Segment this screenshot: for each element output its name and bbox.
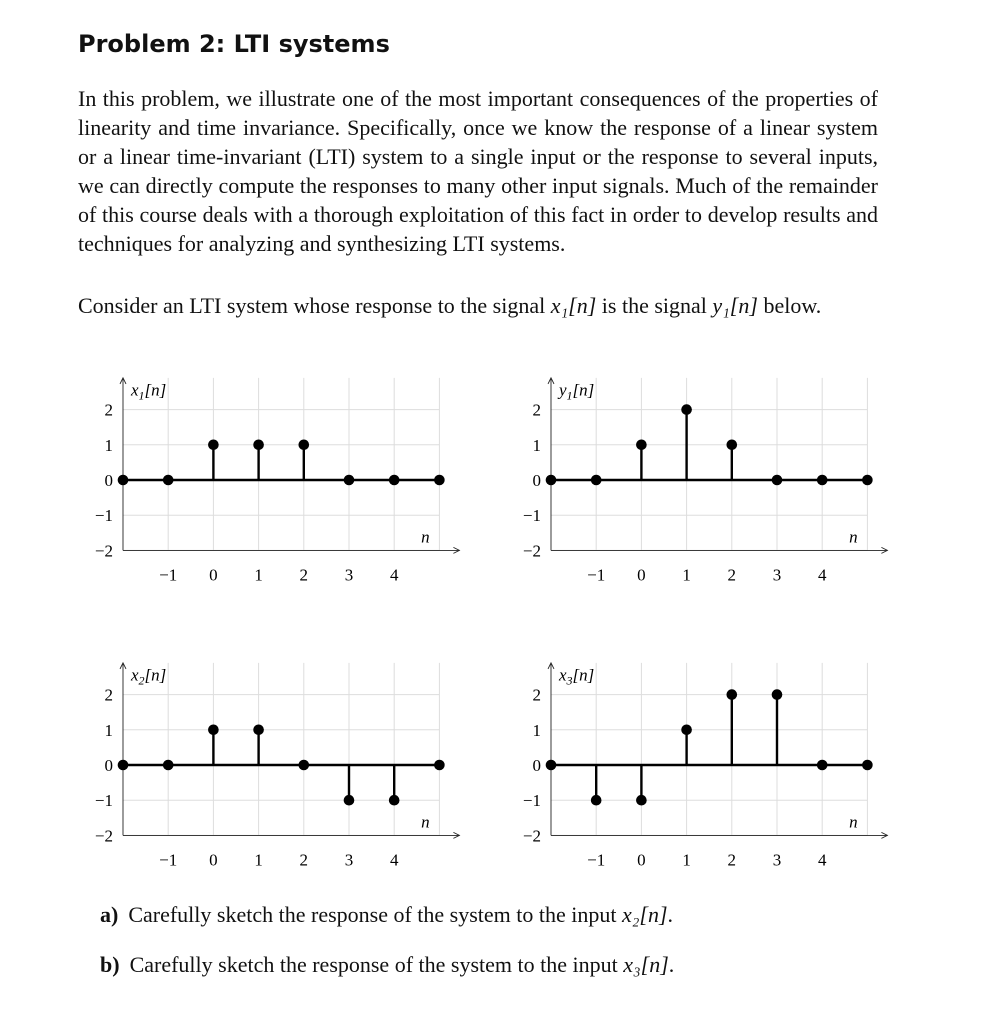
x3-stem-point [591,795,602,806]
y1-stem-point [546,475,557,486]
x2-y-tick-label: 0 [104,756,113,775]
x3-x-tick-label: 4 [817,850,827,870]
y1-x-tick-label: 3 [772,565,782,585]
signal-x1-ref: x₁[n] [550,293,597,318]
x1-x-tick-label: 4 [389,565,399,585]
x3-x-axis-label: n [849,812,858,832]
question-a-signal: x₂[n] [622,902,668,927]
consider-text-post: below. [757,293,822,318]
x1-y-tick-label: −1 [94,506,113,526]
y1-stem-point [862,475,873,486]
x2-stem-point [434,760,445,771]
y1-x-axis-label: n [849,527,858,547]
x1-x-tick-label: 3 [344,565,354,585]
x3-signal-label: $x_3[n]$ [559,665,595,688]
x3-y-tick-label: 0 [532,756,541,775]
x2-stem-point [118,760,129,771]
x2-x-axis-label: n [421,812,430,832]
y1-stem-point [591,475,602,486]
x1-stem-point [344,475,355,486]
y1-x-tick-label: 1 [682,565,691,585]
x3-stem-point [862,760,873,771]
x3-stem-point [546,760,557,771]
x3-stem-point [817,760,828,771]
x1-x-tick-label: −1 [159,565,178,585]
x3-y-tick-label: −2 [522,826,541,846]
signal-y1-ref: y₁[n] [712,293,758,318]
question-a-label: a) [100,902,119,927]
y1-x-tick-label: −1 [587,565,606,585]
x2-y-tick-label: −2 [94,826,113,846]
x1-y-tick-label: 2 [104,400,113,420]
x3-x-tick-label: 1 [682,850,691,870]
y1-stem-point [772,475,783,486]
x1-stem-point [163,475,174,486]
x1-stem-point [299,440,310,451]
question-a-end: . [667,902,674,927]
problem-title: Problem 2: LTI systems [78,30,390,58]
x1-stem-point [389,475,400,486]
x1-y-tick-label: 1 [104,435,113,455]
y1-x-tick-label: 4 [817,565,827,585]
question-b-text: Carefully sketch the response of the system to the input [129,952,624,977]
x2-x-tick-label: 0 [209,850,218,870]
x1-x-tick-label: 2 [299,565,309,585]
x3-stem-point [727,689,738,700]
y1-stem-point [817,475,828,486]
y1-y-tick-label: −2 [522,541,541,561]
x3-x-tick-label: 0 [637,850,646,870]
question-a-text: Carefully sketch the response of the system to the input [128,902,622,927]
x1-y-tick-label: 0 [104,471,113,490]
x2-y-tick-label: −1 [94,791,113,811]
question-a [100,902,673,928]
x2-x-tick-label: 1 [254,850,263,870]
y1-signal-label: $y_1[n]$ [559,380,595,403]
x2-y-tick-label: 1 [104,720,113,740]
question-b [100,952,674,978]
x2-stem-point [208,725,219,736]
x2-x-tick-label: 2 [299,850,309,870]
x2-stem-point [389,795,400,806]
y1-y-tick-label: 0 [532,471,541,490]
x3-y-tick-label: 2 [532,685,541,705]
x1-stem-point [118,475,129,486]
x1-x-axis-label: n [421,527,430,547]
x1-signal-label: $x_1[n]$ [131,380,167,403]
x2-stem-point [163,760,174,771]
y1-y-tick-label: −1 [522,506,541,526]
y1-y-tick-label: 2 [532,400,541,420]
intro-paragraph: In this problem, we illustrate one of the most important consequences of the properties of linearity and time invariance. Specifically, once we know the response of a linear system or a linear time-invariant (LTI) system to a single input or the response to several inputs, we can directly compute the responses to many other input signals. Much of the remainder of this course deals with a thorough exploitation of this fact in order to develop results and techniques for analyzing and synthesizing LTI systems. [78,86,878,256]
y1-stem-point [681,404,692,415]
x3-x-tick-label: 3 [772,850,782,870]
x2-stem-point [299,760,310,771]
x2-signal-label: $x_2[n]$ [131,665,167,688]
y1-y-tick-label: 1 [532,435,541,455]
question-b-end: . [668,952,675,977]
x1-x-tick-label: 0 [209,565,218,585]
x3-y-tick-label: −1 [522,791,541,811]
x2-y-tick-label: 2 [104,685,113,705]
x2-stem-point [344,795,355,806]
x3-stem-point [772,689,783,700]
x2-x-tick-label: 4 [389,850,399,870]
y1-x-tick-label: 2 [727,565,737,585]
x2-x-tick-label: 3 [344,850,354,870]
consider-text-mid: is the signal [596,293,713,318]
question-b-label: b) [100,952,120,977]
x3-stem-point [681,725,692,736]
x3-stem-point [636,795,647,806]
x1-stem-point [434,475,445,486]
x1-stem-point [208,440,219,451]
x2-stem-point [253,725,264,736]
consider-text-pre: Consider an LTI system whose response to the signal [78,293,551,318]
x3-y-tick-label: 1 [532,720,541,740]
x3-x-tick-label: −1 [587,850,606,870]
x1-stem-point [253,440,264,451]
y1-x-tick-label: 0 [637,565,646,585]
x1-y-tick-label: −2 [94,541,113,561]
question-b-signal: x₃[n] [623,952,669,977]
x1-x-tick-label: 1 [254,565,263,585]
y1-stem-point [727,440,738,451]
y1-stem-point [636,440,647,451]
x2-x-tick-label: −1 [159,850,178,870]
x3-x-tick-label: 2 [727,850,737,870]
